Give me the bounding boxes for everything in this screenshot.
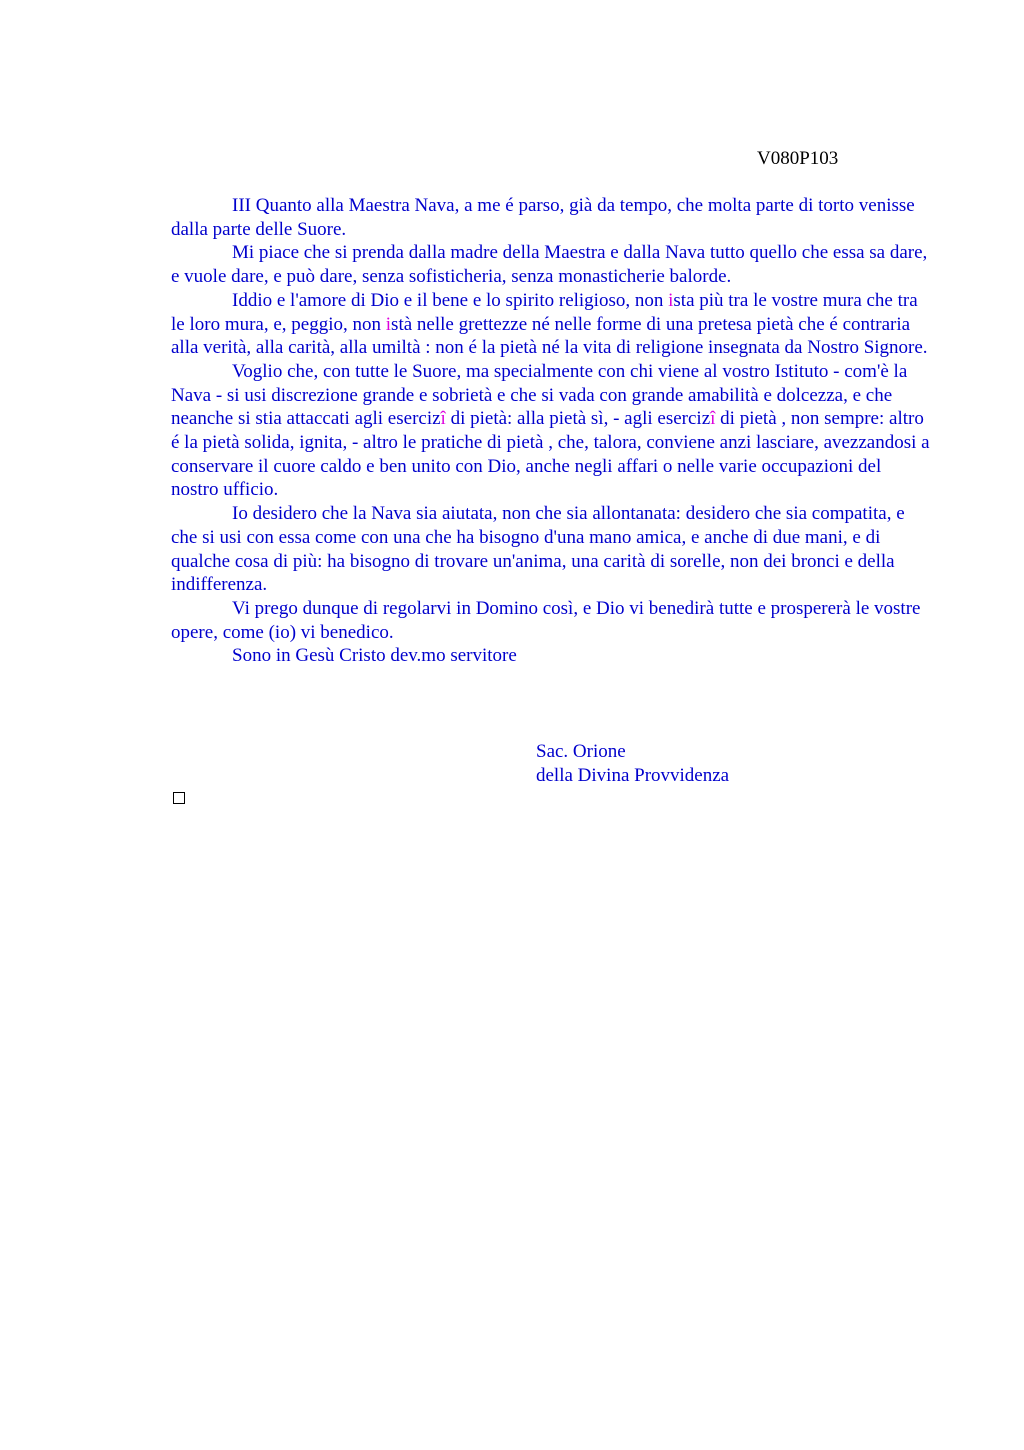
paragraph-5: Io desidero che la Nava sia aiutata, non che sia allontanata: desidero che sia compatita, e che si usi con essa come con una che ha bisogno d'una mano amica, e anche di due mani, e di qualche cosa di più: ha bisogno di trovare un'anima, una carità di sorelle, non dei bronci e della indifferenza. (171, 503, 905, 596)
paragraph-1: III Quanto alla Maestra Nava, a me é parso, già da tempo, che molta parte di torto venisse dalla parte delle Suore. (171, 195, 915, 240)
paragraph-4-text-c: di pietà: alla pietà sì, - agli eserciz (445, 408, 711, 430)
signature (536, 740, 729, 788)
paragraph-3-text-c: sta più tra le vostre mura che tra le loro mura, e, peggio, non (171, 289, 918, 335)
page-id: V080P103 (757, 148, 839, 169)
letter-body (171, 194, 931, 668)
paragraph-3 (171, 289, 931, 360)
end-marker-box (173, 792, 185, 804)
highlighted-letter: î (440, 408, 446, 430)
closing-line: Sono in Gesù Cristo dev.mo servitore (232, 645, 517, 667)
paragraph-6: Vi prego dunque di regolarvi in Domino così, e Dio vi benedirà tutte e prospererà le vostre opere, come (io) vi benedico. (171, 597, 921, 643)
highlighted-letter: i (385, 313, 392, 335)
paragraph-3-text-e: stà nelle grettezze né nelle forme di una pretesa pietà che é contraria alla verità, alla carità, alla umiltà : non é la pietà né la vita di religione insegnata da Nostro Signore. (171, 313, 928, 359)
paragraph-4 (171, 360, 931, 502)
signature-title: della Divina Provvidenza (536, 765, 730, 786)
paragraph-2: Mi piace che si prenda dalla madre della Maestra e dalla Nava tutto quello che essa sa dare, e vuole dare, e può dare, senza sofisticheria, senza monasticherie balorde. (171, 242, 928, 288)
paragraph-4-text-a: Voglio che, con tutte le Suore, ma specialmente con chi viene al vostro Istituto - com'è la Nava - si usi discrezione grande e sobrietà e che si vada con grande amabilità e dolcezza, e che neanche si stia attaccati agli eserciz (171, 360, 908, 430)
paragraph-4-text-e: di pietà , non sempre: altro é la pietà solida, ignita, - altro le pratiche di pietà , che, talora, conviene anzi lasciare, avezzandosi a conservare il cuore caldo e ben unito con Dio, anche negli affari o nelle varie occupazioni del nostro ufficio. (171, 408, 930, 501)
paragraph-3-text-a: Iddio e l'amore di Dio e il bene e lo spirito religioso, non (232, 289, 669, 311)
signature-name: Sac. Orione (536, 741, 626, 762)
highlighted-letter: i (668, 289, 674, 311)
highlighted-letter: î (710, 408, 716, 430)
